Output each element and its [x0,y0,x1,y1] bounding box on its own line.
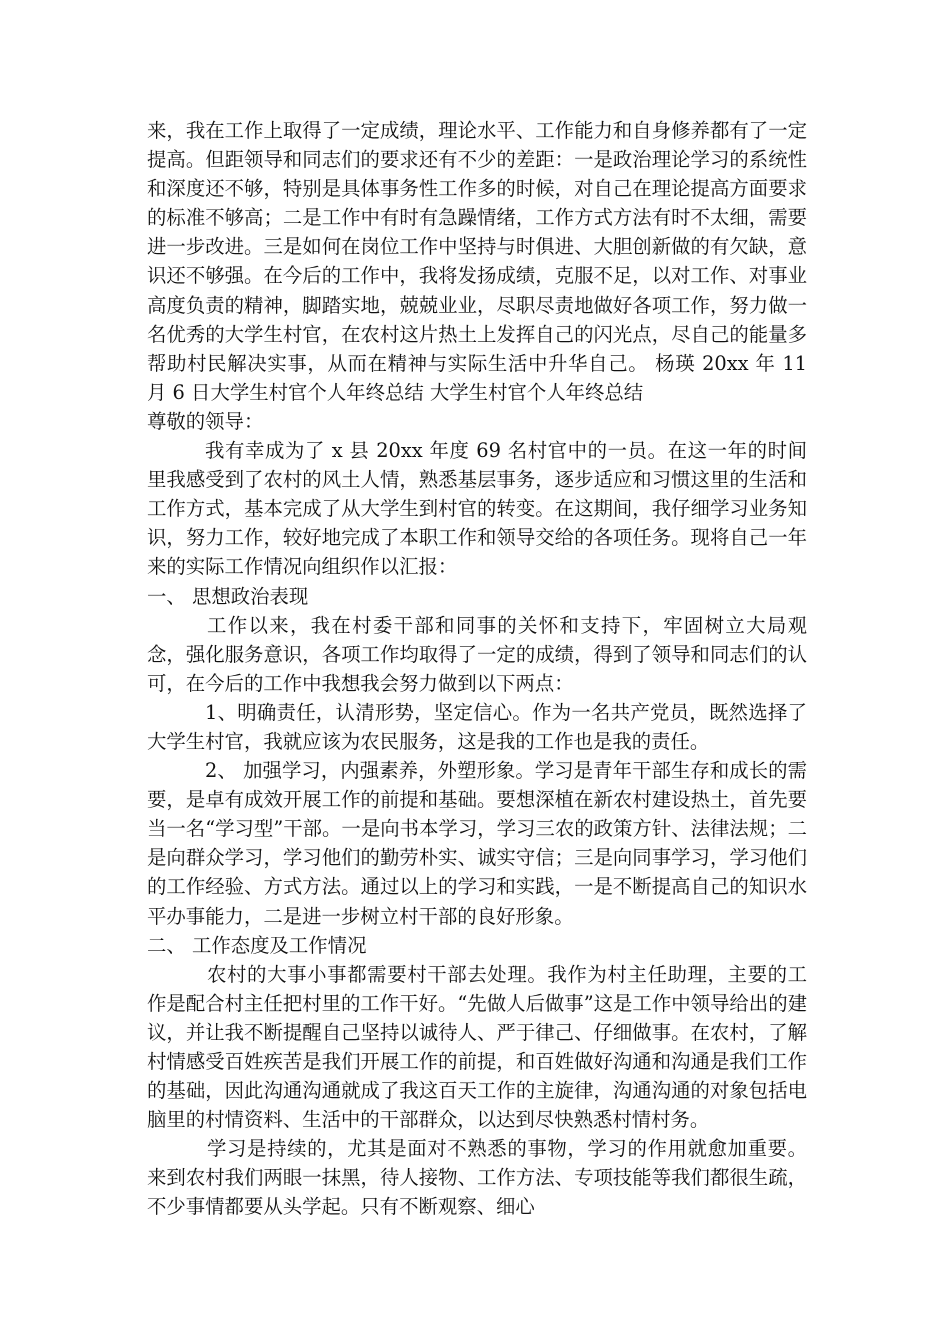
paragraph-salutation: 尊敬的领导： [147,409,264,433]
paragraph-learning: 学习是持续的，尤其是面对不熟悉的事物，学习的作用就愈加重要。来到农村我们两眼一抹黑，待人接物、工作方法、专项技能等我们都很生疏，不少事情都要从头学起。只有不断观察、细心 [147,1137,807,1219]
paragraph-intro: 我有幸成为了 x 县 20xx 年度 69 名村官中的一员。在这一年的时间里我感受到了农村的风土人情，熟悉基层事务，逐步适应和习惯这里的生活和工作方式，基本完成了从大学生到村官的转变。在这期间，我仔细学习业务知识，努力工作，较好地完成了本职工作和领导交给的各项任务。现将自己一年来的实际工作情况向组织作以汇报： [147,439,807,579]
paragraph-closing: 来，我在工作上取得了一定成绩，理论水平、工作能力和自身修养都有了一定提高。但距领导和同志们的要求还有不少的差距：一是政治理论学习的系统性和深度还不够，特别是具体事务性工作多的时候，对自己在理论提高方面要求的标准不够高；二是工作中有时有急躁情绪，工作方式方法有时不太细，需要进一步改进。三是如何在岗位工作中坚持与时俱进、大胆创新做的有欠缺，意识还不够强。在今后的工作中，我将发扬成绩，克服不足，以对工作、对事业高度负责的精神，脚踏实地，兢兢业业，尽职尽责地做好各项工作，努力做一名优秀的大学生村官，在农村这片热土上发挥自己的闪光点，尽自己的能量多帮助村民解决实事，从而在精神与实际生活中升华自己。 杨瑛 20xx 年 11 月 6 日大学生村官个人年终总结 大学生村官个人年终总结 [147,119,807,404]
section-heading-2: 二、 工作态度及工作情况 [147,933,367,957]
paragraph-point-2: 2、 加强学习，内强素养，外塑形象。学习是青年干部生存和成长的需要，是卓有成效开展工作的前提和基础。要想深植在新农村建设热土，首先要当一名“学习型”干部。一是向书本学习，学习三农的政策方针、法律法规；二是向群众学习，学习他们的勤劳朴实、诚实守信；三是向同事学习，学习他们的工作经验、方式方法。通过以上的学习和实践，一是不断提高自己的知识水平办事能力，二是进一步树立村干部的良好形象。 [147,759,807,928]
section-heading-1: 一、 思想政治表现 [147,584,309,608]
document-page [147,116,807,1222]
paragraph-work-attitude: 农村的大事小事都需要村干部去处理。我作为村主任助理，主要的工作是配合村主任把村里的工作干好。“先做人后做事”这是工作中领导给出的建议，并让我不断提醒自己坚持以诚待人、严于律己、仔细做事。在农村，了解村情感受百姓疾苦是我们开展工作的前提，和百姓做好沟通和沟通是我们工作的基础，因此沟通沟通就成了我这百天工作的主旋律，沟通沟通的对象包括电脑里的村情资料、生活中的干部群众，以达到尽快熟悉村情村务。 [147,962,807,1132]
paragraph-political: 工作以来，我在村委干部和同事的关怀和支持下，牢固树立大局观念，强化服务意识，各项工作均取得了一定的成绩，得到了领导和同志们的认可，在今后的工作中我想我会努力做到以下两点： [147,613,807,695]
paragraph-point-1: 1、明确责任，认清形势，坚定信心。作为一名共产党员，既然选择了大学生村官，我就应该为农民服务，这是我的工作也是我的责任。 [147,700,807,753]
